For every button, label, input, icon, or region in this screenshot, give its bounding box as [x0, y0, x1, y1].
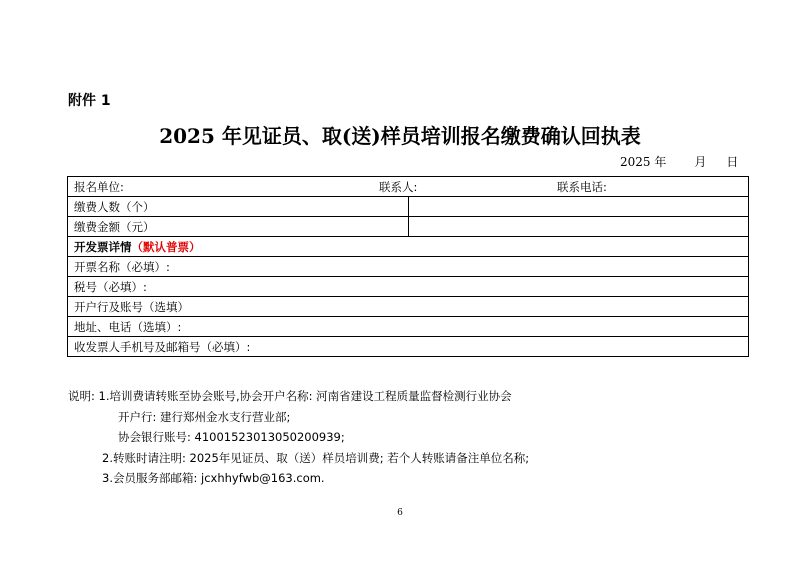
contact-label: 联系人:	[379, 179, 418, 194]
page-number: 6	[397, 508, 403, 518]
receiver-contact-field[interactable]	[68, 337, 749, 357]
receiver-contact-label: 收发票人手机号及邮箱号（必填）:	[74, 339, 251, 354]
table-row	[68, 237, 749, 257]
table-row	[68, 257, 749, 277]
amount-label: 缴费金额（元）	[68, 217, 409, 237]
date-month: 月	[694, 155, 707, 169]
contact-info-cell[interactable]	[68, 177, 749, 197]
table-row	[68, 337, 749, 357]
date-year: 2025 年	[620, 155, 667, 169]
table-row	[68, 277, 749, 297]
bank-account-field[interactable]	[68, 297, 749, 317]
unit-label: 报名单位:	[74, 179, 124, 194]
table-row	[68, 197, 749, 217]
note-line-1: 说明: 1.培训费请转账至协会账号,协会开户名称: 河南省建设工程质量监督检测行业协会	[68, 389, 512, 403]
invoice-header-cell	[68, 237, 749, 257]
payers-label: 缴费人数（个）	[68, 197, 409, 217]
registration-form-table	[67, 176, 749, 357]
invoice-default-note: （默认普票）	[131, 239, 201, 254]
invoice-name-label: 开票名称（必填）:	[74, 259, 170, 274]
table-row	[68, 317, 749, 337]
invoice-header: 开发票详情	[74, 239, 132, 254]
tax-number-field[interactable]	[68, 277, 749, 297]
table-row	[68, 217, 749, 237]
note-line-5: 3.会员服务部邮箱: jcxhhyfwb@163.com.	[102, 471, 325, 485]
date-day: 日	[726, 155, 739, 169]
attachment-label: 附件 1	[68, 93, 111, 109]
table-row	[68, 297, 749, 317]
phone-label: 联系电话:	[557, 179, 607, 194]
table-row	[68, 177, 749, 197]
note-line-3: 协会银行账号: 41001523013050200939;	[118, 430, 345, 444]
amount-field[interactable]	[408, 217, 749, 237]
address-phone-label: 地址、电话（选填）:	[74, 319, 182, 334]
payers-field[interactable]	[408, 197, 749, 217]
date-line	[620, 153, 738, 170]
note-line-4: 2.转账时请注明: 2025年见证员、取（送）样员培训费; 若个人转账请备注单位名称;	[102, 450, 530, 465]
note-line-2: 开户行: 建行郑州金水支行营业部;	[118, 409, 291, 424]
document-title: 2025 年见证员、取(送)样员培训报名缴费确认回执表	[159, 124, 641, 148]
invoice-name-field[interactable]	[68, 257, 749, 277]
bank-account-label: 开户行及账号（选填）	[74, 299, 189, 314]
tax-number-label: 税号（必填）:	[74, 279, 147, 294]
notes-section	[68, 386, 529, 489]
address-phone-field[interactable]	[68, 317, 749, 337]
